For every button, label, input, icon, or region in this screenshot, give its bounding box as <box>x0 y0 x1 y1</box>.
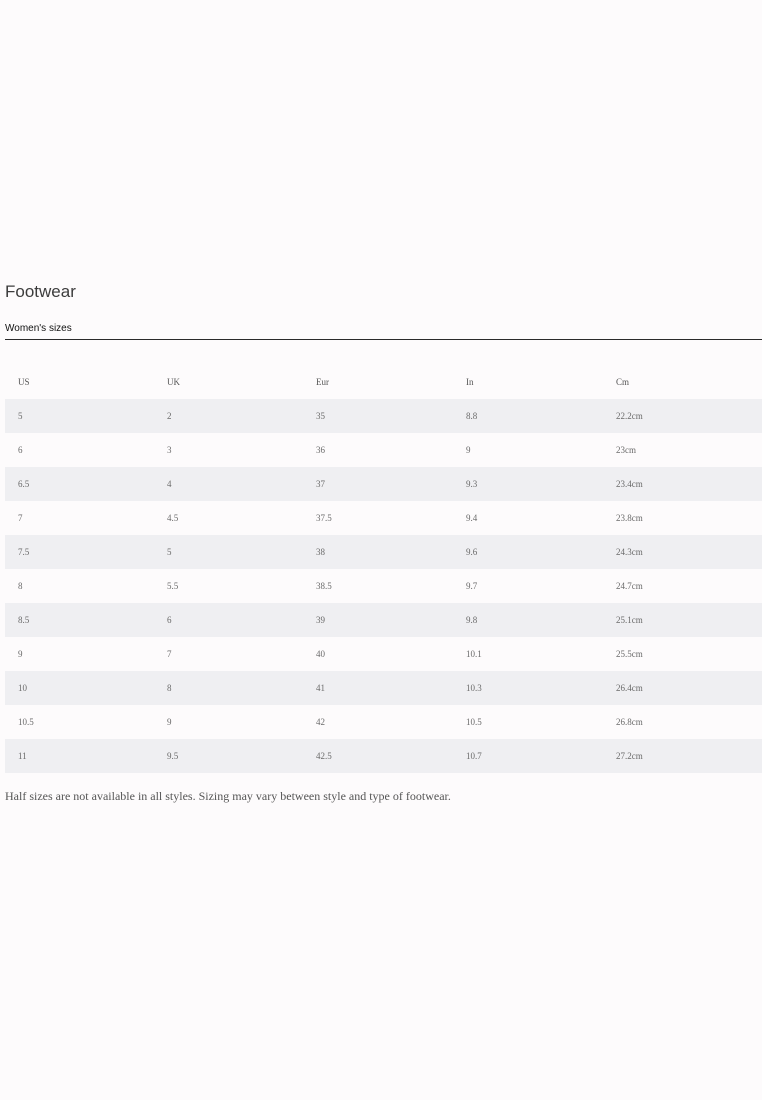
table-cell: 36 <box>316 445 325 455</box>
table-cell: 6 <box>18 445 23 455</box>
table-cell: 8 <box>167 683 172 693</box>
table-cell: 24.7cm <box>616 581 643 591</box>
table-row <box>5 399 762 433</box>
column-header: US <box>18 377 30 387</box>
table-cell: 23.4cm <box>616 479 643 489</box>
table-cell: 35 <box>316 411 325 421</box>
table-cell: 9.3 <box>466 479 478 489</box>
table-cell: 41 <box>316 683 325 693</box>
table-cell: 5 <box>18 411 23 421</box>
table-row <box>5 501 762 535</box>
column-header: Eur <box>316 377 329 387</box>
table-row <box>5 569 762 603</box>
table-cell: 25.1cm <box>616 615 643 625</box>
table-cell: 10.5 <box>466 717 482 727</box>
size-guide <box>5 278 762 816</box>
table-cell: 3 <box>167 445 172 455</box>
table-cell: 10 <box>18 683 27 693</box>
column-header: In <box>466 377 474 387</box>
table-cell: 10.5 <box>18 717 34 727</box>
table-cell: 37 <box>316 479 325 489</box>
column-header: Cm <box>616 377 630 387</box>
table-cell: 42 <box>316 717 325 727</box>
table-cell: 9.4 <box>466 513 478 523</box>
table-cell: 9.7 <box>466 581 478 591</box>
table-row <box>5 467 762 501</box>
tab-bar <box>5 318 762 340</box>
footnote: Half sizes are not available in all styles. Sizing may vary between style and type of footwear. <box>5 789 451 803</box>
column-header: UK <box>167 377 180 387</box>
table-cell: 10.1 <box>466 649 482 659</box>
table-row <box>5 433 762 467</box>
table-cell: 9.6 <box>466 547 478 557</box>
table-cell: 26.4cm <box>616 683 643 693</box>
table-cell: 25.5cm <box>616 649 643 659</box>
table-cell: 7.5 <box>18 547 30 557</box>
table-cell: 24.3cm <box>616 547 643 557</box>
table-cell: 40 <box>316 649 325 659</box>
table-row <box>5 739 762 773</box>
table-cell: 38.5 <box>316 581 332 591</box>
table-cell: 7 <box>18 513 23 523</box>
table-cell: 11 <box>18 751 27 761</box>
table-cell: 5.5 <box>167 581 179 591</box>
page-title: Footwear <box>5 282 76 301</box>
table-cell: 8.5 <box>18 615 30 625</box>
table-cell: 22.2cm <box>616 411 643 421</box>
table-cell: 8.8 <box>466 411 478 421</box>
table-cell: 37.5 <box>316 513 332 523</box>
tab-womens-sizes[interactable]: Women's sizes <box>5 323 72 334</box>
table-cell: 6 <box>167 615 172 625</box>
table-cell: 9.8 <box>466 615 478 625</box>
table-cell: 6.5 <box>18 479 30 489</box>
table-row <box>5 705 762 739</box>
table-row <box>5 671 762 705</box>
table-row <box>5 535 762 569</box>
table-body <box>5 399 762 773</box>
table-header-row <box>5 365 762 399</box>
table-cell: 9 <box>466 445 471 455</box>
table-row <box>5 603 762 637</box>
table-cell: 4.5 <box>167 513 179 523</box>
table-cell: 10.7 <box>466 751 482 761</box>
table-cell: 9.5 <box>167 751 179 761</box>
table-cell: 2 <box>167 411 172 421</box>
table-cell: 5 <box>167 547 172 557</box>
table-cell: 10.3 <box>466 683 482 693</box>
table-cell: 26.8cm <box>616 717 643 727</box>
table-cell: 8 <box>18 581 23 591</box>
table-cell: 7 <box>167 649 172 659</box>
table-cell: 39 <box>316 615 325 625</box>
table-cell: 9 <box>18 649 23 659</box>
table-cell: 27.2cm <box>616 751 643 761</box>
table-cell: 38 <box>316 547 325 557</box>
table-cell: 9 <box>167 717 172 727</box>
table-cell: 23cm <box>616 445 636 455</box>
table-cell: 23.8cm <box>616 513 643 523</box>
table-row <box>5 637 762 671</box>
table-cell: 4 <box>167 479 172 489</box>
table-cell: 42.5 <box>316 751 332 761</box>
size-table <box>5 365 762 773</box>
